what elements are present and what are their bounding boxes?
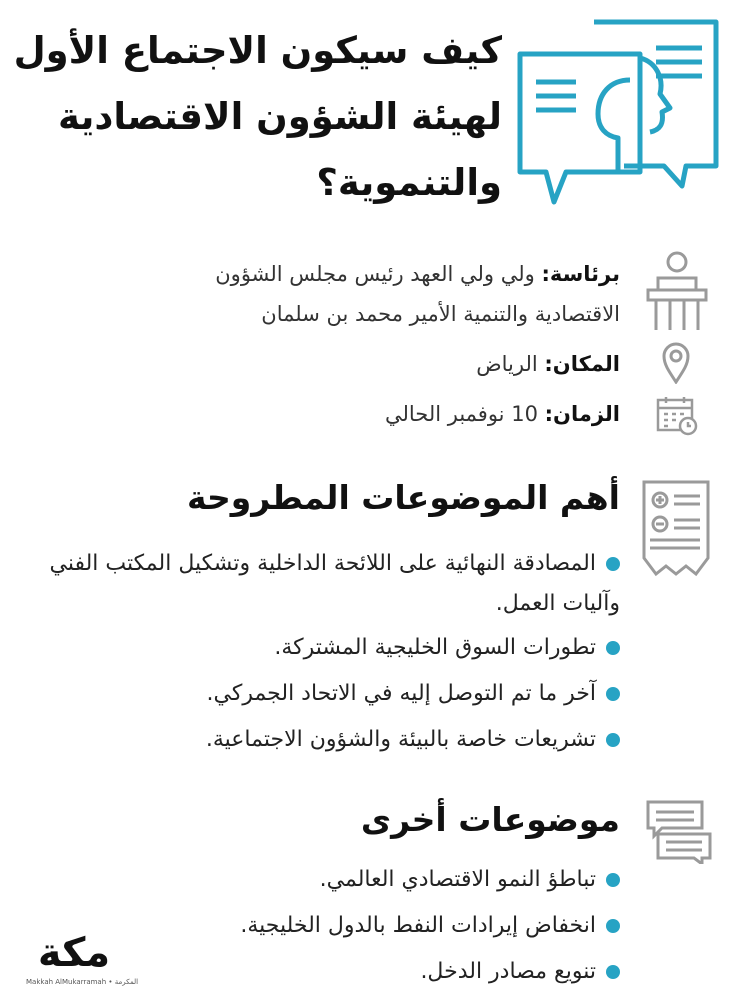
bullet-dot xyxy=(606,919,620,933)
list-item xyxy=(10,674,620,714)
time-label: الزمان: xyxy=(544,402,620,426)
time-row xyxy=(100,394,620,434)
other-topic-2: انخفاض إيرادات النفط بالدول الخليجية. xyxy=(240,913,596,938)
main-topic-2: تطورات السوق الخليجية المشتركة. xyxy=(274,635,596,660)
bullet-dot xyxy=(606,557,620,571)
main-topic-1: المصادقة النهائية على اللائحة الداخلية وتشكيل المكتب الفني وآليات العمل. xyxy=(49,551,620,616)
main-topic-4: تشريعات خاصة بالبيئة والشؤون الاجتماعية. xyxy=(205,727,596,752)
place-label: المكان: xyxy=(544,352,620,376)
chair-value-line1: ولي ولي العهد رئيس مجلس الشؤون xyxy=(215,262,535,286)
chat-heads-icon xyxy=(514,18,722,208)
chair-value-line2: الاقتصادية والتنمية الأمير محمد بن سلمان xyxy=(261,302,620,326)
title-line-1: كيف سيكون الاجتماع الأول xyxy=(13,29,502,72)
list-item xyxy=(10,628,620,668)
list-item xyxy=(10,544,620,624)
place-value: الرياض xyxy=(476,352,538,376)
list-item xyxy=(10,860,620,900)
other-topics-heading: موضوعات أخرى xyxy=(360,800,620,839)
bullet-dot xyxy=(606,641,620,655)
bullet-dot xyxy=(606,687,620,701)
podium-icon xyxy=(644,250,710,332)
other-topic-1: تباطؤ النمو الاقتصادي العالمي. xyxy=(319,867,596,892)
calendar-clock-icon xyxy=(656,396,700,436)
place-row xyxy=(100,344,620,384)
logo-subtitle: Makkah AlMukarramah • المكرمة xyxy=(26,978,139,986)
main-topic-3: آخر ما تم التوصل إليه في الاتحاد الجمركي. xyxy=(206,681,596,706)
list-item xyxy=(10,720,620,760)
other-topic-3: تنويع مصادر الدخل. xyxy=(420,959,596,984)
receipt-list-icon xyxy=(640,478,712,578)
title-line-3: والتنموية؟ xyxy=(316,161,502,204)
time-value: 10 نوفمبر الحالي xyxy=(384,402,538,426)
chair-block xyxy=(100,254,620,334)
makkah-logo: مكة xyxy=(37,930,111,976)
location-pin-icon xyxy=(662,342,690,384)
bullet-dot xyxy=(606,873,620,887)
main-topics-heading: أهم الموضوعات المطروحة xyxy=(186,478,620,517)
bullet-dot xyxy=(606,965,620,979)
page-title xyxy=(13,18,502,216)
bullet-dot xyxy=(606,733,620,747)
message-bubbles-icon xyxy=(644,798,714,864)
chair-label: برئاسة: xyxy=(541,262,620,286)
title-line-2: لهيئة الشؤون الاقتصادية xyxy=(58,95,502,138)
